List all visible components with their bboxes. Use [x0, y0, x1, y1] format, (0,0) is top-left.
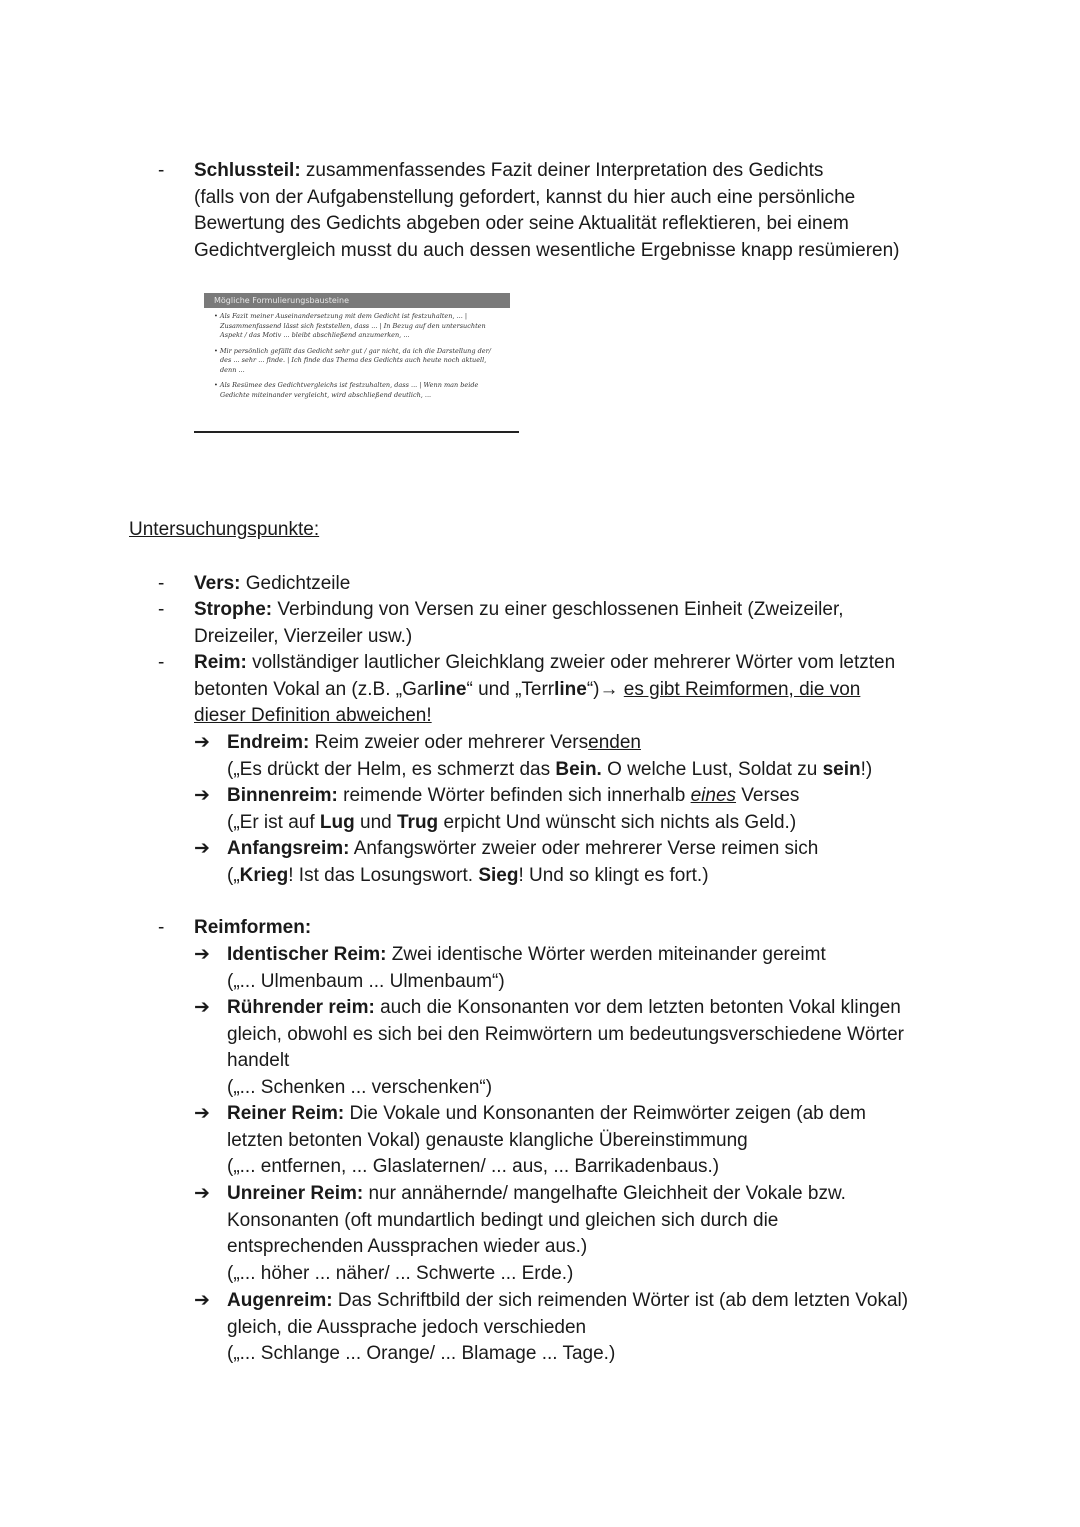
identisch-item	[227, 942, 826, 995]
anfangsreim-item	[227, 836, 818, 889]
ruehrend-line: gleich, obwohl es sich bei den Reimwörtern um bedeutungsverschiedene Wörter	[227, 1023, 904, 1045]
unrein-line: entsprechenden Aussprachen wieder aus.)	[227, 1236, 588, 1257]
arrow-icon: ➔	[194, 1290, 210, 1311]
arrow-icon: ➔	[194, 1103, 210, 1124]
reim-text: “ und „Terr	[466, 678, 555, 700]
arrow-icon: ➔	[194, 1183, 210, 1204]
unrein-line: Konsonanten (oft mundartlich bedingt und gleichen sich durch die	[227, 1209, 779, 1231]
augen-line: gleich, die Aussprache jedoch verschieden	[227, 1316, 587, 1338]
formulation-box	[204, 293, 510, 413]
term-endreim: Endreim:	[227, 732, 310, 753]
vers-text: Gedichtzeile	[240, 573, 351, 594]
term-identisch: Identischer Reim:	[227, 944, 387, 965]
term-vers: Vers:	[194, 573, 241, 594]
endreim-text: Reim zweier oder mehrerer Vers	[309, 732, 589, 753]
strophe-line: Dreizeiler, Vierzeiler usw.)	[194, 625, 413, 647]
divider	[194, 431, 519, 433]
endreim-item	[227, 730, 872, 783]
reim-item	[194, 650, 895, 730]
term-ruehrend: Rührender reim:	[227, 997, 375, 1018]
term-anfangsreim: Anfangsreim:	[227, 838, 350, 859]
reimformen-heading	[194, 915, 311, 942]
reim-text: “)→	[586, 678, 624, 700]
ruehrend-text: auch die Konsonanten vor dem letzten betonten Vokal klingen	[374, 997, 901, 1018]
term-schlussteil: Schlussteil:	[194, 160, 301, 181]
unrein-item	[227, 1181, 846, 1287]
example-text: ! Ist das Losungswort.	[288, 864, 479, 886]
arrow-icon: ➔	[194, 997, 210, 1018]
example-text: („	[227, 864, 240, 886]
augen-item	[227, 1288, 908, 1368]
reim-bold: line	[554, 678, 587, 700]
binnenreim-emphasis: eines	[690, 785, 737, 806]
reim-underline: dieser Definition abweichen!	[194, 705, 432, 726]
binnenreim-text: Verses	[736, 785, 800, 806]
example-text: und	[354, 811, 397, 833]
ruehrend-item	[227, 995, 904, 1101]
term-binnenreim: Binnenreim:	[227, 785, 338, 806]
example-bold: Sieg	[478, 864, 519, 886]
example-bold: sein	[822, 758, 861, 780]
rein-item	[227, 1101, 866, 1181]
reim-bold: line	[433, 678, 467, 700]
example-bold: Trug	[397, 811, 439, 833]
endreim-underline: enden	[588, 732, 641, 753]
term-unrein: Unreiner Reim:	[227, 1183, 364, 1204]
section-title: Untersuchungspunkte:	[129, 519, 320, 540]
strophe-item	[194, 597, 844, 650]
bullet-dash: -	[158, 917, 165, 938]
example-text: („... Schenken ... verschenken“)	[227, 1076, 493, 1098]
term-reimformen: Reimformen:	[194, 917, 312, 938]
box-item: • Als Fazit meiner Auseinandersetzung mit dem Gedicht ist festzuhalten, ... | Zusammenfassend lässt sich feststellen, dass ... | In Bezug auf den untersuchten Aspekt / das Motiv ... bleibt abschließend anzumerken, ...	[214, 312, 486, 339]
box-title: Mögliche Formulierungsbausteine	[204, 293, 510, 308]
vers-item	[194, 571, 350, 598]
example-bold: Bein.	[555, 758, 602, 780]
example-text: („Er ist auf	[227, 811, 320, 833]
anfangsreim-text: Anfangswörter zweier oder mehrerer Verse reimen sich	[349, 838, 819, 859]
rein-line: letzten betonten Vokal) genauste klangliche Übereinstimmung	[227, 1129, 748, 1151]
example-text: („Es drückt der Helm, es schmerzt das	[227, 758, 556, 780]
identisch-text: Zwei identische Wörter werden miteinander gereimt	[386, 944, 826, 965]
arrow-icon: ➔	[194, 732, 210, 753]
schlussteil-text: zusammenfassendes Fazit deiner Interpretation des Gedichts	[300, 160, 824, 181]
strophe-text: Verbindung von Versen zu einer geschlossenen Einheit (Zweizeiler,	[272, 599, 844, 620]
example-text: erpicht Und wünscht sich nichts als Geld.)	[438, 811, 797, 833]
ruehrend-line: handelt	[227, 1050, 290, 1071]
box-body	[204, 308, 510, 400]
box-item: • Mir persönlich gefällt das Gedicht sehr gut / gar nicht, da ich die Darstellung der/ des ... sehr ... finde. | Ich finde das Thema des Gedichts auch heute noch aktuell, denn ...	[214, 346, 491, 374]
arrow-icon: ➔	[194, 944, 210, 965]
term-reim: Reim:	[194, 652, 247, 673]
reim-text: betonten Vokal an (z.B. „Gar	[194, 678, 434, 700]
arrow-icon: ➔	[194, 838, 210, 859]
schlussteil-line: (falls von der Aufgabenstellung gefordert, kannst du hier auch eine persönliche	[194, 186, 856, 208]
schlussteil-line: Bewertung des Gedichts abgeben oder seine Aktualität reflektieren, bei einem	[194, 213, 849, 234]
example-text: („... entfernen, ... Glaslaternen/ ... aus, ... Barrikadenbaus.)	[227, 1156, 720, 1177]
example-bold: Krieg	[239, 864, 289, 886]
schlussteil-block	[194, 158, 900, 264]
reim-underline: es gibt Reimformen, die von	[623, 678, 861, 700]
bullet-dash: -	[158, 599, 165, 620]
term-strophe: Strophe:	[194, 599, 273, 620]
rein-text: Die Vokale und Konsonanten der Reimwörter zeigen (ab dem	[344, 1103, 866, 1124]
example-text: !)	[860, 758, 873, 780]
term-rein: Reiner Reim:	[227, 1103, 345, 1124]
example-text: O welche Lust, Soldat zu	[601, 758, 823, 780]
box-item: • Als Resümee des Gedichtvergleichs ist festzuhalten, dass ... | Wenn man beide Gedichte miteinander vergleicht, wird abschließend deutlich, ...	[214, 381, 479, 399]
example-text: („... Ulmenbaum ... Ulmenbaum“)	[227, 970, 505, 992]
bullet-dash: -	[158, 160, 165, 181]
binnenreim-item	[227, 783, 799, 836]
bullet-dash: -	[158, 573, 165, 594]
arrow-icon: ➔	[194, 785, 210, 806]
term-augen: Augenreim:	[227, 1290, 333, 1311]
example-bold: Lug	[319, 811, 355, 833]
reim-text: vollständiger lautlicher Gleichklang zweier oder mehrerer Wörter vom letzten	[246, 652, 896, 673]
binnenreim-text: reimende Wörter befinden sich innerhalb	[337, 785, 691, 806]
example-text: („... höher ... näher/ ... Schwerte ... Erde.)	[227, 1262, 574, 1284]
bullet-dash: -	[158, 652, 165, 673]
example-text: („... Schlange ... Orange/ ... Blamage ... Tage.)	[227, 1343, 616, 1364]
unrein-text: nur annähernde/ mangelhafte Gleichheit der Vokale bzw.	[363, 1183, 846, 1204]
example-text: ! Und so klingt es fort.)	[518, 864, 709, 886]
schlussteil-line: Gedichtvergleich musst du auch dessen wesentliche Ergebnisse knapp resümieren)	[194, 239, 900, 261]
augen-text: Das Schriftbild der sich reimenden Wörter ist (ab dem letzten Vokal)	[332, 1290, 909, 1311]
